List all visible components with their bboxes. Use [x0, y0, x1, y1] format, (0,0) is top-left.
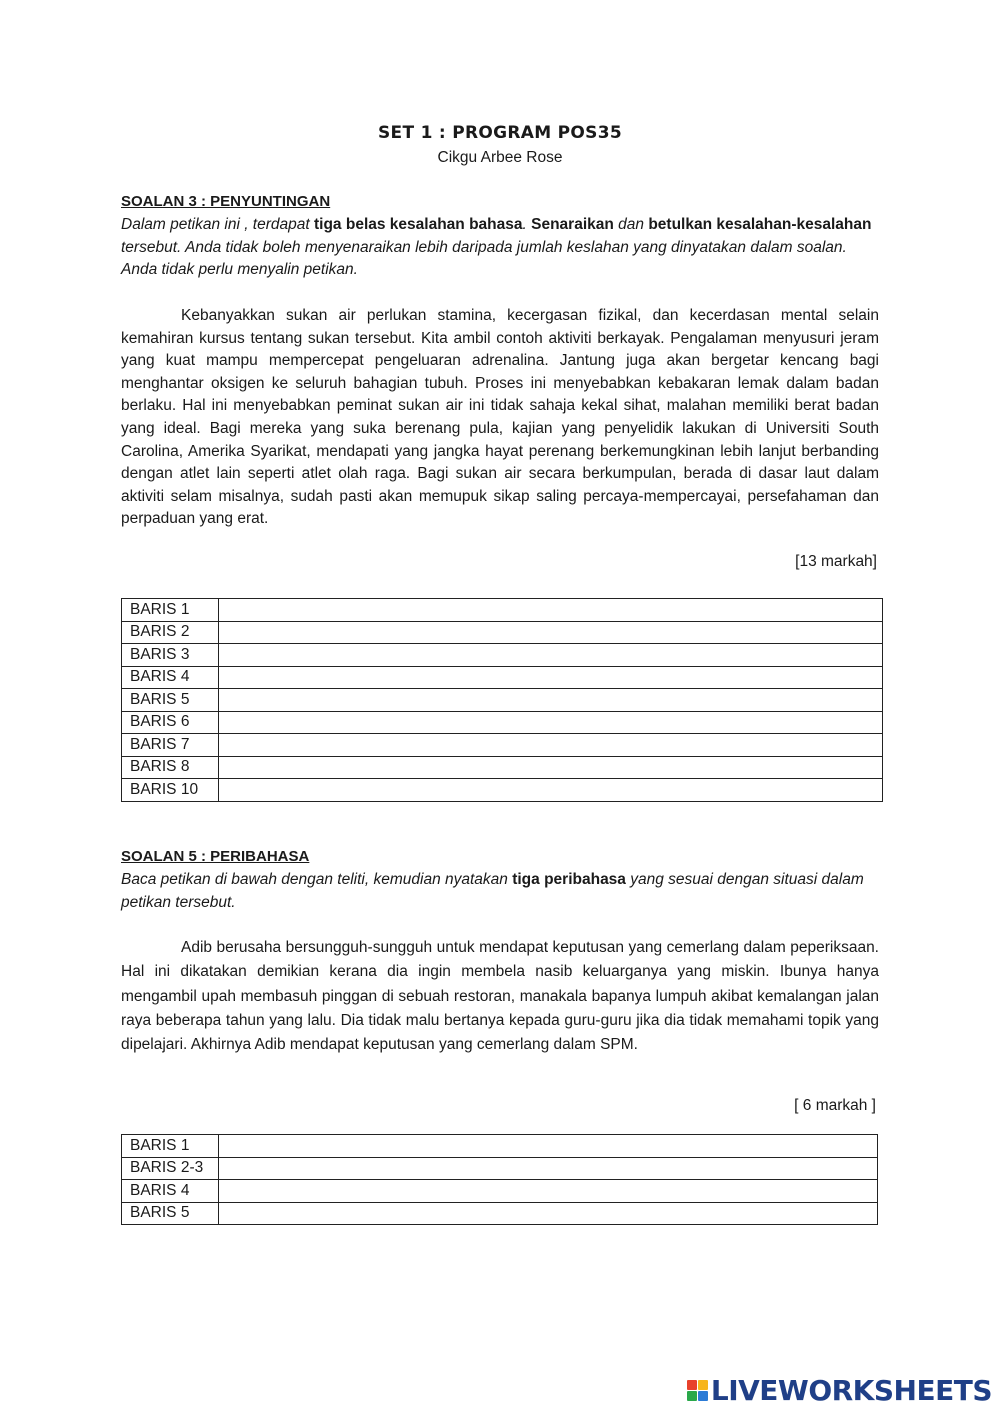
soalan3-answer-field[interactable] [219, 734, 883, 757]
soalan3-instructions: Dalam petikan ini , terdapat tiga belas kesalahan bahasa. Senaraikan dan betulkan kesalahan-kesalahan tersebut. Anda tidak boleh menyenaraikan lebih daripada jumlah keslahan yang dinyatakan dalam soalan. Anda tidak perlu menyalin petikan. [121, 216, 872, 278]
logo-block-2 [698, 1380, 708, 1390]
soalan3-passage: Kebanyakkan sukan air perlukan stamina, kecergasan fizikal, dan kecerdasan mental selain kemahiran kursus tentang sukan tersebut. Kita ambil contoh aktiviti berkayak. Pengalaman menyusuri jeram yang kuat mampu mempercepat pengeluaran adrenalina. Jantung juga akan bergetar kencang bagi menghantar oksigen ke seluruh bahagian tubuh. Proses ini menyebabkan kebakaran lemak dalam badan berlaku. Hal ini menyebabkan peminat sukan air ini tidak sahaja kekal sihat, malahan memiliki berat badan yang ideal. Bagi mereka yang suka berenang pula, kajian yang penyelidik lakukan di Universiti South Carolina, Amerika Syarikat, mendapati yang jangka hayat perenang berkemungkinan lebih lanjut berbanding dengan atlet lain seperti atlet olah raga. Bagi sukan air secara berkumpulan, berada di dasar laut dalam aktiviti selam misalnya, sudah pasti akan memupuk sikap saling percaya-mempercayai, persefahaman dan perpaduan yang erat. [121, 307, 879, 528]
soalan5-instructions: Baca petikan di bawah dengan teliti, kemudian nyatakan tiga peribahasa yang sesuai dengan situasi dalam petikan tersebut. [121, 871, 864, 911]
soalan5-passage: Adib berusaha bersungguh-sungguh untuk mendapat keputusan yang cemerlang dalam peperiksaan. Hal ini dikatakan demikian kerana dia ingin membela nasib keluarganya yang miskin. Ibunya hanya mengambil upah membasuh pinggan di sebuah restoran, manakala bapanya lumpuh akibat kemalangan jalan raya beberapa tahun yang lalu. Dia tidak malu bertanya kepada guru-guru jika dia tidak memahami topik yang dipelajari. Akhirnya Adib mendapat keputusan yang cemerlang dalam SPM. [121, 939, 879, 1054]
soalan5-answer-table [121, 1134, 878, 1225]
soalan5-row-label: BARIS 4 [122, 1180, 219, 1203]
logo-block-1 [687, 1380, 697, 1390]
soalan3-row-label: BARIS 5 [122, 689, 219, 712]
soalan5-row [122, 1135, 878, 1158]
soalan3-row-label: BARIS 10 [122, 779, 219, 802]
soalan3-answer-field[interactable] [219, 689, 883, 712]
soalan3-row-label: BARIS 4 [122, 666, 219, 689]
soalan3-answer-field[interactable] [219, 644, 883, 667]
soalan5-row [122, 1180, 878, 1203]
soalan3-row [122, 599, 883, 622]
soalan3-row [122, 756, 883, 779]
soalan3-row [122, 644, 883, 667]
soalan3-row [122, 779, 883, 802]
soalan3-answer-field[interactable] [219, 599, 883, 622]
soalan5-row [122, 1202, 878, 1225]
soalan5-row-label: BARIS 1 [122, 1135, 219, 1158]
soalan3-row-label: BARIS 1 [122, 599, 219, 622]
soalan5-heading: SOALAN 5 : PERIBAHASA [121, 848, 310, 865]
soalan3-row-label: BARIS 7 [122, 734, 219, 757]
soalan5-row-label: BARIS 5 [122, 1202, 219, 1225]
soalan3-answer-field[interactable] [219, 666, 883, 689]
soalan3-row-label: BARIS 6 [122, 711, 219, 734]
soalan3-row [122, 621, 883, 644]
soalan3-answer-field[interactable] [219, 711, 883, 734]
soalan5-answer-field[interactable] [219, 1157, 878, 1180]
soalan5-answer-field[interactable] [219, 1135, 878, 1158]
soalan3-row-label: BARIS 8 [122, 756, 219, 779]
author-name: Cikgu Arbee Rose [437, 149, 563, 166]
soalan3-row [122, 666, 883, 689]
liveworksheets-logo [687, 1374, 992, 1407]
soalan5-row [122, 1157, 878, 1180]
soalan3-answer-field[interactable] [219, 621, 883, 644]
soalan3-answer-field[interactable] [219, 756, 883, 779]
soalan3-heading: SOALAN 3 : PENYUNTINGAN [121, 193, 331, 210]
soalan3-row-label: BARIS 2 [122, 621, 219, 644]
soalan3-row-label: BARIS 3 [122, 644, 219, 667]
logo-text: LIVEWORKSHEETS [710, 1374, 992, 1407]
soalan3-answer-field[interactable] [219, 779, 883, 802]
soalan5-answer-field[interactable] [219, 1180, 878, 1203]
soalan5-row-label: BARIS 2-3 [122, 1157, 219, 1180]
soalan3-row [122, 689, 883, 712]
soalan5-answer-field[interactable] [219, 1202, 878, 1225]
soalan3-answer-table [121, 598, 883, 802]
logo-blocks-icon [687, 1380, 708, 1401]
soalan3-row [122, 734, 883, 757]
soalan3-marks: [13 markah] [795, 553, 877, 570]
soalan5-marks: [ 6 markah ] [794, 1097, 876, 1114]
logo-block-3 [687, 1391, 697, 1401]
worksheet-title: SET 1 : PROGRAM POS35 [378, 123, 622, 143]
soalan3-row [122, 711, 883, 734]
logo-block-4 [698, 1391, 708, 1401]
